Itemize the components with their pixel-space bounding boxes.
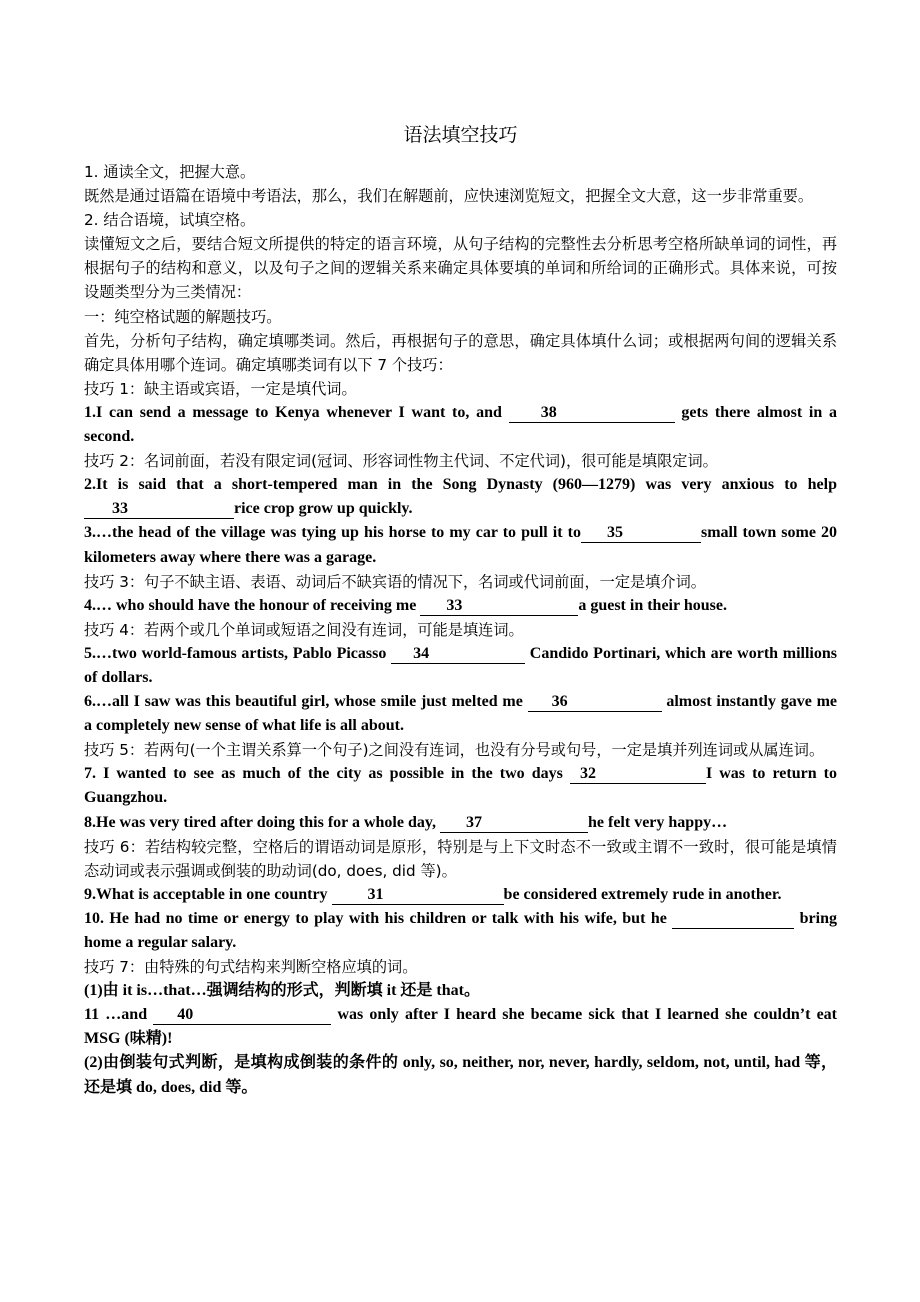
example-7: 7. I wanted to see as much of the city as possible in the two days 32 I was to return to Guangzhou. (84, 765, 837, 807)
answer-blank: 34 (391, 645, 525, 664)
answer-blank: 31 (332, 886, 504, 905)
answer-blank: 40 (153, 1006, 331, 1025)
tip-3: 技巧 3：句子不缺主语、表语、动词后不缺宾语的情况下，名词或代词前面，一定是填介词。 (84, 572, 706, 591)
example-4: 4.… who should have the honour of receiving me 33 a guest in their house. (84, 596, 727, 614)
section-heading: 一：纯空格试题的解题技巧。 (84, 307, 282, 326)
section-intro: 首先，分析句子结构，确定填哪类词。然后，再根据句子的意思，确定具体填什么词；或根据两句间的逻辑关系确定具体用哪个连词。确定填哪类词有以下 7 个技巧： (84, 331, 837, 374)
tip-1: 技巧 1：缺主语或宾语，一定是填代词。 (84, 379, 357, 398)
tip-7: 技巧 7：由特殊的句式结构来判断空格应填的词。 (84, 958, 418, 977)
example-9: 9.What is acceptable in one country 31 be considered extremely rude in another. (84, 885, 782, 903)
step-1-heading: 1. 通读全文，把握大意。 (84, 163, 256, 181)
example-1: 1.I can send a message to Kenya whenever I want to, and 38 gets there almost in a second. (84, 403, 837, 446)
answer-blank: 33 (84, 500, 234, 519)
answer-blank: 36 (528, 693, 662, 712)
step-1-body: 既然是通过语篇在语境中考语法，那么，我们在解题前，应快速浏览短文，把握全文大意，这一步非常重要。 (84, 187, 813, 206)
answer-blank: 32 (570, 765, 706, 784)
answer-blank: 33 (420, 597, 578, 616)
tip-4: 技巧 4：若两个或几个单词或短语之间没有连词，可能是填连词。 (84, 620, 524, 639)
example-2: 2.It is said that a short-tempered man in the Song Dynasty (960—1279) was very anxious to help 33 rice crop grow up quickly. (84, 476, 837, 518)
tip-5: 技巧 5：若两句(一个主谓关系算一个句子)之间没有连词，也没有分号或句号，一定是填并列连词或从属连词。 (84, 741, 825, 760)
step-2-heading: 2. 结合语境，试填空格。 (84, 211, 256, 230)
tip-6: 技巧 6：若结构较完整，空格后的谓语动词是原形，特别是与上下文时态不一致或主谓不一致时，很可能是填情态动词或表示强调或倒装的助动词(do, does, did 等)。 (84, 837, 837, 880)
sub-rule-1: (1)由 it is…that…强调结构的形式，判断填 it 还是 that。 (84, 982, 480, 1000)
tip-2: 技巧 2：名词前面，若没有限定词(冠词、形容词性物主代词、不定代词)，很可能是填限定词。 (84, 452, 718, 471)
example-11: 11 …and 40 was only after I heard she became sick that I learned she couldn’t eat MSG (味精)! (84, 1006, 838, 1048)
answer-blank: 35 (581, 524, 701, 543)
example-5: 5.…two world-famous artists, Pablo Picasso 34 Candido Portinari, which are worth millions of dollars. (84, 644, 837, 686)
example-3: 3.…the head of the village was tying up his horse to my car to pull it to 35 small town some 20 kilometers away where there was a garage. (84, 524, 838, 566)
example-6: 6.…all I saw was this beautiful girl, whose smile just melted me 36 almost instantly gave me a completely new sense of what life is all about. (84, 693, 837, 735)
example-10: 10. He had no time or energy to play with his children or talk with his wife, but he bring home a regular salary. (84, 909, 837, 951)
sub-rule-2: (2)由倒装句式判断，是填构成倒装的条件的 only, so, neither, nor, never, hardly, seldom, not, until, had 等，还是填 do, does, did 等。 (84, 1054, 837, 1096)
answer-blank: 38 (509, 404, 675, 423)
step-2-body: 读懂短文之后，要结合短文所提供的特定的语言环境，从句子结构的完整性去分析思考空格所缺单词的词性，再根据句子的结构和意义，以及句子之间的逻辑关系来确定具体要填的单词和所给词的正确形式。具体来说，可按设题类型分为三类情况： (84, 235, 837, 302)
page-title: 语法填空技巧 (403, 124, 518, 146)
answer-blank: 37 (440, 814, 588, 833)
answer-blank (672, 910, 794, 929)
example-8: 8.He was very tired after doing this for a whole day, 37 he felt very happy… (84, 813, 728, 831)
document-page (84, 120, 837, 1100)
